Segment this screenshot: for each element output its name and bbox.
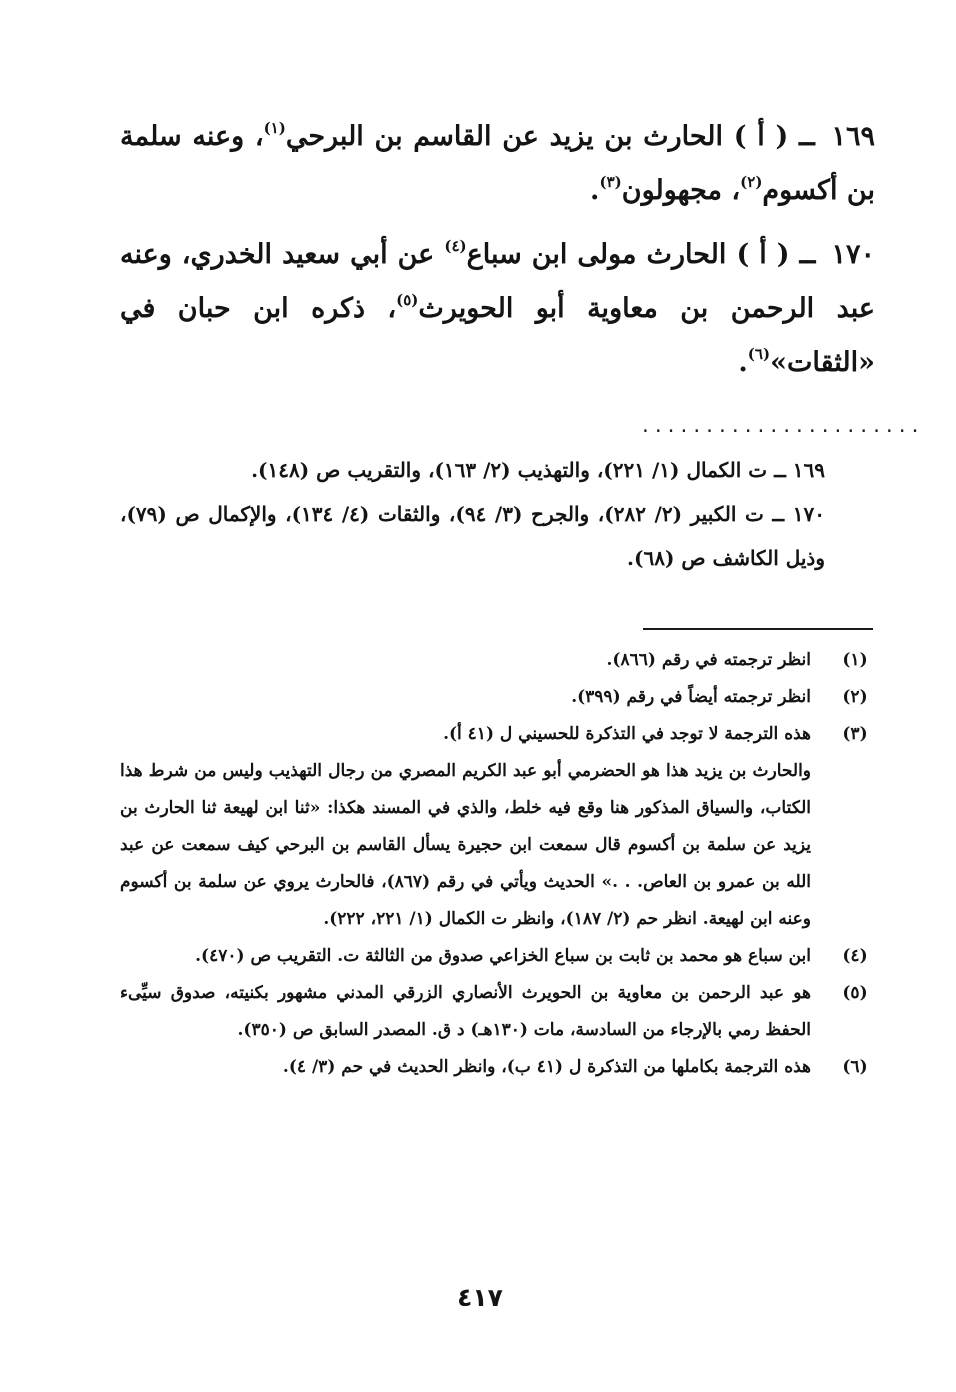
- footnote-item: [120, 975, 875, 1049]
- entry-text: الحارث بن يزيد عن القاسم بن البرحي: [285, 121, 724, 152]
- footnote-text: هذه الترجمة بكاملها من التذكرة ل (٤١ ب)، وانظر الحديث في حم (٣/ ٤).: [282, 1057, 811, 1077]
- footnote-ref[interactable]: (٥): [396, 291, 419, 309]
- footnote-text: هو عبد الرحمن بن معاوية بن الحويرث الأنصاري الزرقي المدني مشهور بكنيته، صدوق سيِّىء الحفظ رمي بالإرجاء من السادسة، مات (١٣٠هـ) د ق. المصدر السابق ص (٣٥٠).: [120, 983, 811, 1040]
- entry-text: .: [590, 175, 600, 206]
- footnote-number: (٥): [842, 983, 868, 1003]
- dotted-separator: ......................: [640, 416, 923, 437]
- footnote-text: انظر ترجمته في رقم (٨٦٦).: [606, 650, 811, 670]
- source-line: ١٦٩ ــ ت الكمال (١/ ٢٢١)، والتهذيب (٢/ ١٦٣)، والتقريب ص (١٤٨).: [251, 458, 825, 482]
- entry-text: ، ذكره ابن حبان في «الثقات»: [120, 293, 875, 378]
- footnote-item: [120, 1049, 875, 1086]
- footnotes: [120, 642, 875, 1086]
- footnote-item: [120, 716, 875, 938]
- entry-text: ، مجهولون: [621, 175, 741, 206]
- footnote-ref[interactable]: (٢): [740, 173, 763, 191]
- entry-text: .: [738, 347, 748, 378]
- footnote-text: انظر ترجمته أيضاً في رقم (٣٩٩).: [571, 687, 811, 707]
- footnote-ref[interactable]: (٣): [599, 173, 622, 191]
- footnote-item: [120, 642, 875, 679]
- footnote-ref[interactable]: (١): [263, 119, 286, 137]
- footnote-number: (٣): [842, 724, 868, 744]
- page-number: ٤١٧: [457, 1283, 503, 1312]
- source-references: [120, 448, 825, 580]
- footnote-item: [120, 679, 875, 716]
- entry-169: [120, 110, 875, 218]
- source-line: ١٧٠ ــ ت الكبير (٢/ ٢٨٢)، والجرح (٣/ ٩٤)، والثقات (٤/ ١٣٤)، والإكمال ص (٧٩)، وذيل الكاشف ص (٦٨).: [120, 502, 825, 570]
- footnote-ref[interactable]: (٦): [747, 345, 771, 363]
- entry-text: الحارث مولى ابن سباع: [466, 239, 727, 270]
- footnote-number: (٤): [842, 946, 868, 966]
- entry-text: عن أبي سعيد الخدري، وعنه عبد الرحمن بن معاوية أبو الحويرث: [120, 239, 876, 324]
- entry-dash: ــ: [799, 239, 816, 270]
- footnote-text: ابن سباع هو محمد بن ثابت بن سباع الخزاعي صدوق من الثالثة ت. التقريب ص (٤٧٠).: [195, 946, 811, 966]
- entry-text: ، وعنه سلمة بن أكسوم: [120, 121, 875, 206]
- entry-number: ١٦٩: [831, 121, 876, 152]
- footnote-number: (٦): [842, 1057, 868, 1077]
- footnote-number: (٢): [842, 687, 868, 707]
- footnote-divider: [643, 628, 873, 630]
- entry-dash: ــ: [798, 121, 815, 152]
- entry-170: [120, 228, 875, 390]
- footnote-item: [120, 938, 875, 975]
- entry-number: ١٧٠: [831, 239, 876, 270]
- footnote-number: (١): [842, 650, 868, 670]
- entry-tag: ( أ ): [736, 239, 790, 270]
- footnote-text-continued: والحارث بن يزيد هذا هو الحضرمي أبو عبد الكريم المصري من رجال التهذيب وليس من شرط هذا الكتاب، والسياق المذكور هنا وقع فيه خلط، والذي في المسند هكذا: «ثنا ابن لهيعة ثنا الحارث بن يزيد عن سلمة بن أكسوم قال سمعت ابن حجيرة يسأل القاسم بن البرحي كيف سمعت عن عبد الله بن عمرو بن العاص. . .» الحديث ويأتي في رقم (٨٦٧)، فالحارث يروي عن سلمة بن أكسوم وعنه ابن لهيعة. انظر حم (٢/ ١٨٧)، وانظر ت الكمال (١/ ٢٢١، ٢٢٢).: [120, 761, 811, 929]
- footnote-text: هذه الترجمة لا توجد في التذكرة للحسيني ل (٤١ أ).: [443, 724, 811, 744]
- entry-tag: ( أ ): [733, 121, 789, 152]
- footnote-ref[interactable]: (٤): [444, 237, 467, 255]
